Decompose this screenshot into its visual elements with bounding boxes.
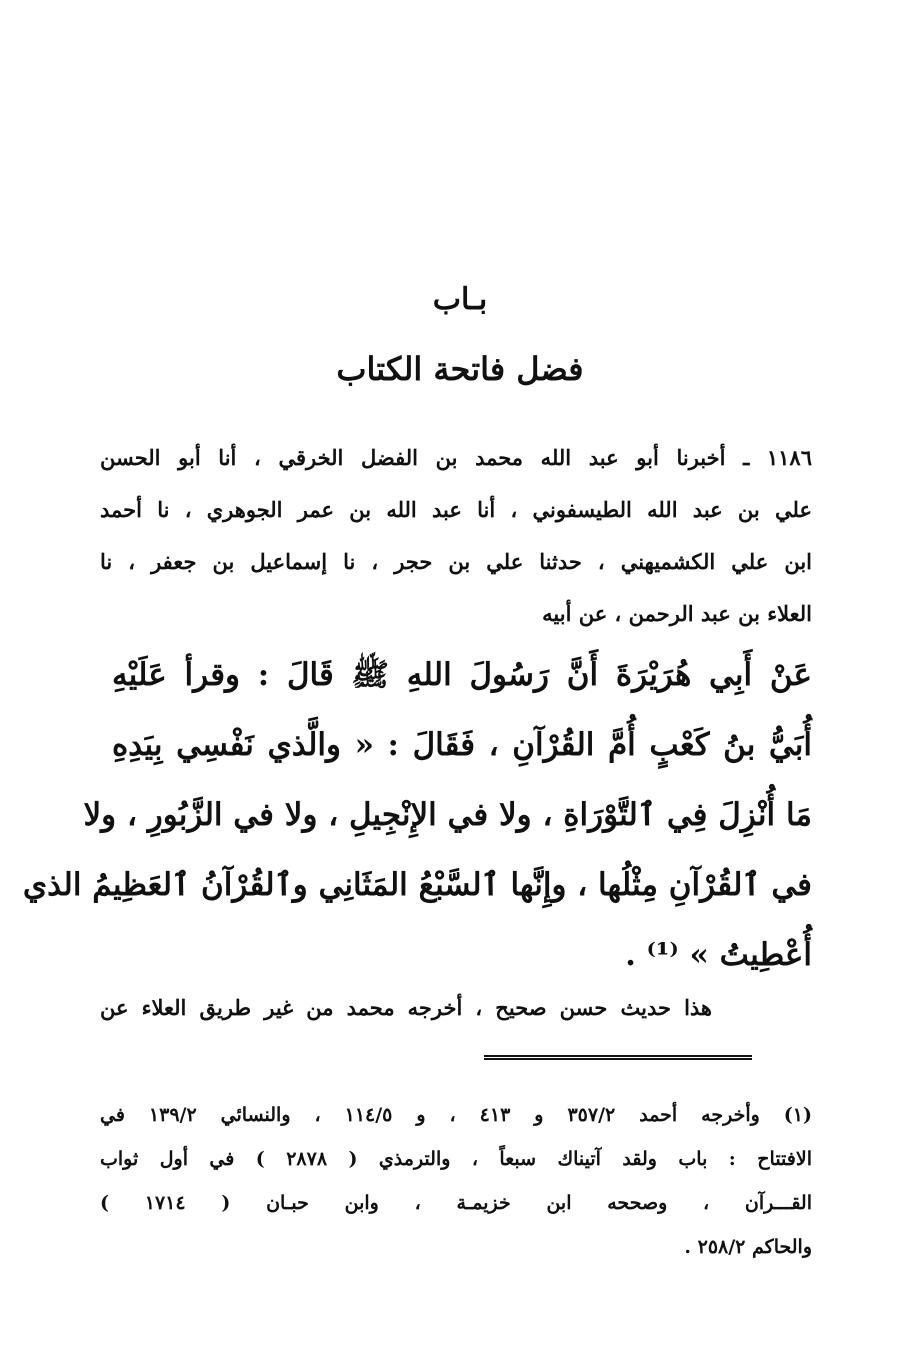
hadith-text — [22, 640, 812, 990]
footnote-line: والحاكم ٢٥٨/٢ . — [684, 1236, 812, 1258]
isnad-line: ١١٨٦ ـ أخبرنا أبو عبد الله محمد بن الفضل الخرقي ، أنا أبو الحسن — [100, 445, 812, 470]
hadith-line: أُعْطِيتُ » ⁽¹⁾ . — [625, 937, 812, 973]
hadith-line: مَا أُنْزِلَ فِي ٱلتَّوْرَاةِ ، ولا في الإِنْجِيلِ ، ولا في الزَّبُورِ ، ولا — [83, 797, 812, 833]
hadith-line: في ٱلقُرْآنِ مِثْلُها ، وإِنَّها ٱلسَّبْعُ المَثَانِي وٱلقُرْآنُ ٱلعَظِيمُ الذي — [22, 867, 812, 903]
footnote — [100, 1093, 812, 1269]
footnote-line: القـــرآن ، وصححه ابن خزيمـة ، وابن حبـان ( ١٧١٤ ) — [100, 1192, 812, 1214]
isnad-line: ابن علي الكشميهني ، حدثنا علي بن حجر ، نا إسماعيل بن جعفر ، نا — [100, 549, 812, 574]
isnad-paragraph — [100, 432, 812, 640]
chapter-title: فضل فاتحة الكتاب — [336, 350, 584, 388]
hadith-line: أُبَيُّ بنُ كَعْبٍ أُمَّ القُرْآنِ ، فَقَالَ : « والَّذي نَفْسِي بِيَدِهِ — [112, 727, 812, 763]
bab-heading: بـاب — [432, 282, 488, 317]
footnote-separator — [484, 1055, 752, 1060]
hadith-line: عَنْ أَبِي هُرَيْرَةَ أَنَّ رَسُولَ اللهِ ﷺ قَالَ : وقرأ عَلَيْهِ — [112, 657, 812, 693]
hadith-verdict: هذا حديث حسن صحيح ، أخرجه محمد من غير طريق العلاء عن — [100, 995, 712, 1020]
isnad-line: علي بن عبد الله الطيسفوني ، أنا عبد الله بن عمر الجوهري ، نا أحمد — [100, 497, 812, 522]
footnote-line: (١) وأخرجه أحمد ٣٥٧/٢ و ٤١٣ ، و ١١٤/٥ ، والنسائي ١٣٩/٢ في — [100, 1104, 812, 1126]
footnote-line: الافتتاح : باب ولقد آتيناك سبعاً ، والترمذي ( ٢٨٧٨ ) في أول ثواب — [100, 1148, 812, 1170]
isnad-line: العلاء بن عبد الرحمن ، عن أبيه — [542, 601, 812, 626]
